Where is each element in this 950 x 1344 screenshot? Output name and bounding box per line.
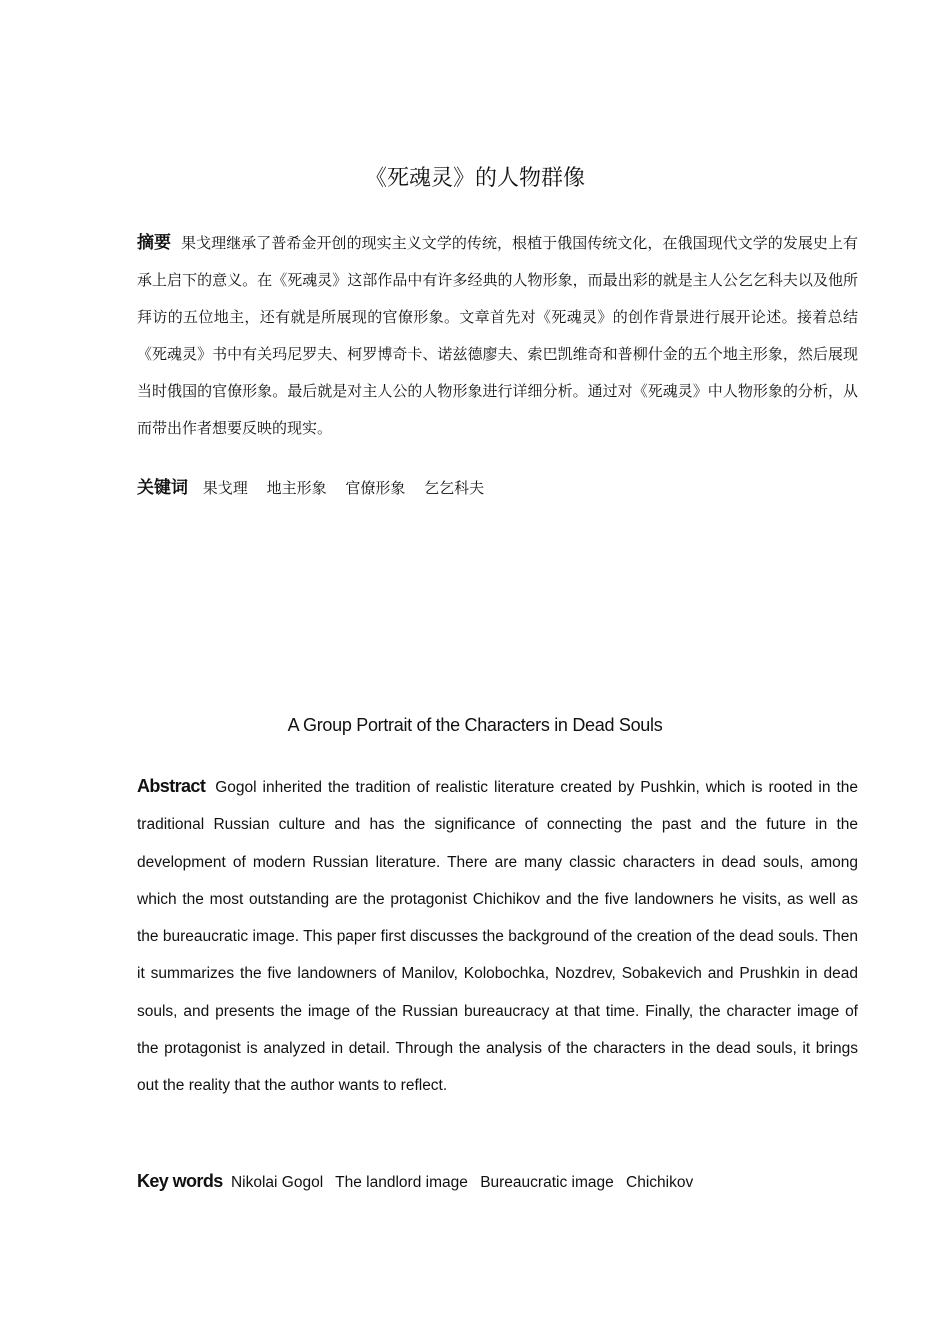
english-abstract-label: Abstract <box>137 776 206 796</box>
chinese-abstract-text: 果戈理继承了普希金开创的现实主义文学的传统，根植于俄国传统文化，在俄国现代文学的发展史上有承上启下的意义。在《死魂灵》这部作品中有许多经典的人物形象，而最出彩的就是主人公乞乞科夫以及他所拜访的五位地主，还有就是所展现的官僚形象。文章首先对《死魂灵》的创作背景进行展开论述。接着总结《死魂灵》书中有关玛尼罗夫、柯罗博奇卡、诺兹德廖夫、索巴凯维奇和普柳什金的五个地主形象，然后展现当时俄国的官僚形象。最后就是对主人公的人物形象进行详细分析。通过对《死魂灵》中人物形象的分析，从而带出作者想要反映的现实。 <box>137 234 858 437</box>
chinese-abstract <box>137 225 858 447</box>
english-keyword: Chichikov <box>626 1174 694 1191</box>
english-title: A Group Portrait of the Characters in Dead Souls <box>287 715 663 735</box>
chinese-keywords <box>137 472 858 504</box>
chinese-keyword: 地主形象 <box>266 479 327 497</box>
english-abstract <box>137 768 858 1105</box>
chinese-keyword: 乞乞科夫 <box>424 479 485 497</box>
chinese-keyword: 果戈理 <box>202 479 248 497</box>
english-keyword: Bureaucratic image <box>480 1174 614 1191</box>
english-keywords <box>137 1165 858 1199</box>
english-abstract-text: Gogol inherited the tradition of realistic literature created by Pushkin, which is rooted in the traditional Russian culture and has the significance of connecting the past and the future in the development of modern Russian literature. There are many classic characters in dead souls, among which the most outstanding are the protagonist Chichikov and the five landowners he visits, as well as the bureaucratic image. This paper first discusses the background of the creation of the dead souls. Then it summarizes the five landowners of Manilov, Kolobochka, Nozdrev, Sobakevich and Prushkin in dead souls, and presents the image of the Russian bureaucracy at that time. Finally, the character image of the protagonist is analyzed in detail. Through the analysis of the characters in the dead souls, it brings out the reality that the author wants to reflect. <box>137 779 858 1095</box>
english-keyword: The landlord image <box>335 1174 468 1191</box>
chinese-title: 《死魂灵》的人物群像 <box>364 165 585 191</box>
chinese-abstract-label: 摘要 <box>137 233 172 253</box>
english-keyword: Nikolai Gogol <box>230 1174 324 1191</box>
chinese-keyword: 官僚形象 <box>345 479 406 497</box>
chinese-keywords-label: 关键词 <box>137 478 188 498</box>
english-keywords-label: Key words <box>137 1171 223 1191</box>
